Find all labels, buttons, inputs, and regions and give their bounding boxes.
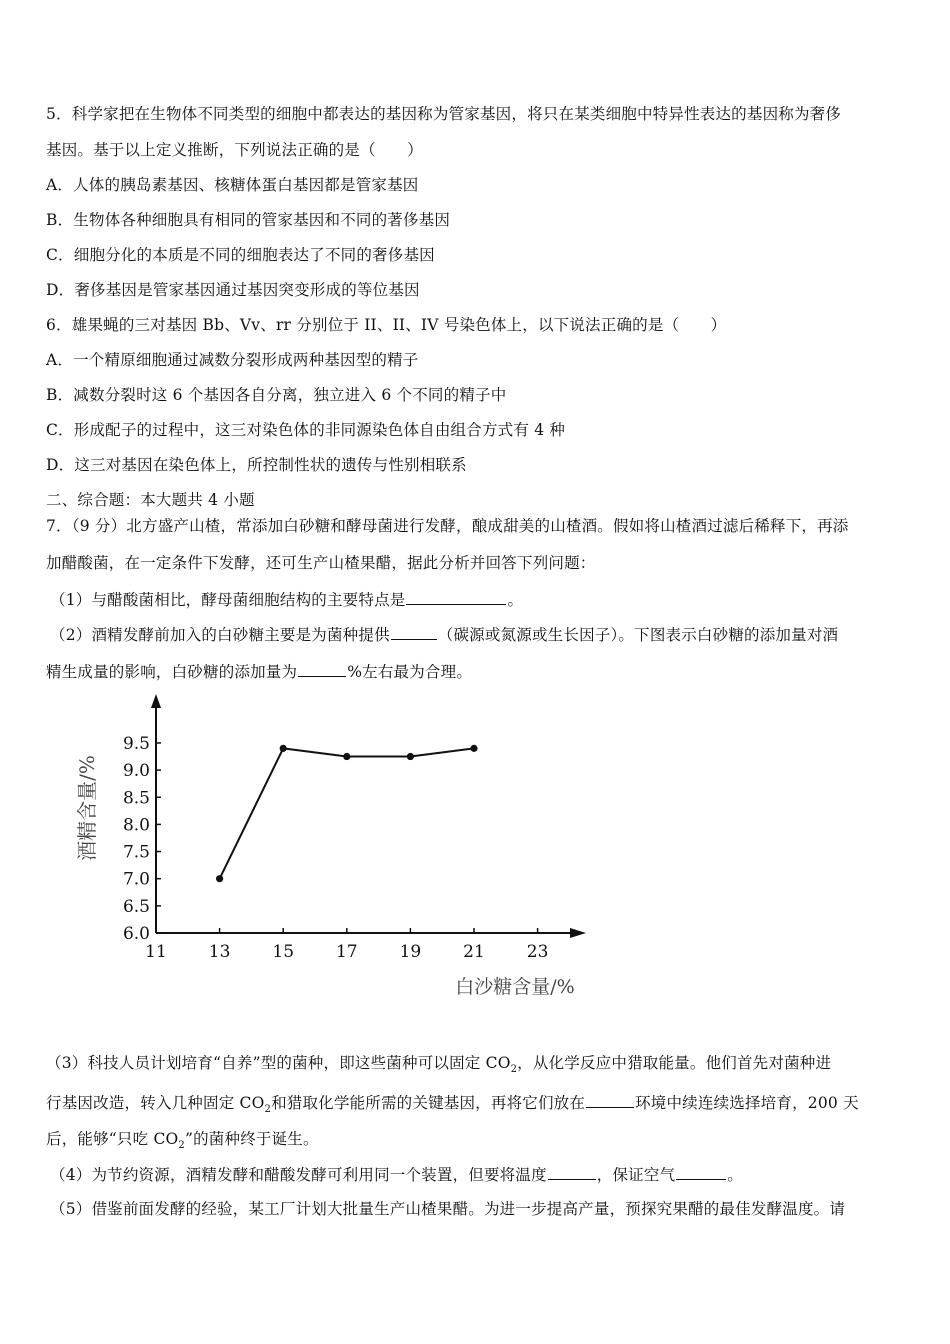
answer-blank[interactable]: [676, 1164, 726, 1180]
answer-blank[interactable]: [586, 1092, 634, 1108]
y-tick-label: 9.0: [122, 761, 150, 782]
q7-part4-text3: 。: [727, 1166, 743, 1184]
x-tick-label: 23: [526, 942, 549, 962]
y-tick-label: 6.5: [122, 896, 150, 917]
section-heading: 二、综合题：本大题共 4 小题: [46, 491, 255, 509]
x-axis-label: 白沙糖含量/%: [455, 976, 575, 998]
q7-part2-line1: [50, 624, 910, 645]
q7-part1-text: （1）与醋酸菌相比，酵母菌细胞结构的主要特点是: [50, 591, 406, 609]
y-tick-label: 8.5: [122, 788, 150, 809]
q7-part2-text2: （碳源或氮源或生长因子）。下图表示白砂糖的添加量对酒: [437, 626, 839, 644]
subscript: 2: [264, 1104, 272, 1116]
answer-blank[interactable]: [298, 661, 346, 677]
y-axis-arrow: [151, 694, 161, 708]
answer-blank[interactable]: [406, 589, 506, 605]
y-tick-labels: [123, 734, 150, 944]
q6-option-a: A．一个精原细胞通过减数分裂形成两种基因型的精子: [46, 351, 419, 369]
data-point: [343, 753, 350, 760]
data-point: [470, 745, 477, 752]
series-line: [220, 748, 474, 878]
q7-part4-text: （4）为节约资源，酒精发酵和醋酸发酵可利用同一个装置，但要将温度: [50, 1166, 547, 1184]
answer-blank[interactable]: [391, 624, 437, 640]
q7-part3-text4: 和猎取化学能所需的关键基因，再将它们放在: [271, 1094, 586, 1112]
q5-option-a: A．人体的胰岛素基因、核糖体蛋白基因都是管家基因: [46, 176, 419, 194]
y-tick-label: 6.0: [122, 924, 150, 944]
q7-part2-line2: [46, 661, 910, 682]
x-axis-arrow: [570, 928, 586, 938]
q7-part2-text3: 精生成量的影响，白砂糖的添加量为: [46, 663, 298, 681]
q6-stem: 6．雄果蝇的三对基因 Bb、Vv、rr 分别位于 II、II、IV 号染色体上，以下说法正确的是（ ）: [46, 316, 727, 334]
q5-option-d: D．奢侈基因是管家基因通过基因突变形成的等位基因: [46, 281, 420, 299]
q7-part5: （5）借鉴前面发酵的经验，某工厂计划大批量生产山楂果醋。为进一步提高产量，预探究果醋的最佳发酵温度。请: [50, 1200, 846, 1218]
q5-stem-line1: 5．科学家把在生物体不同类型的细胞中都表达的基因称为管家基因，将只在某类细胞中特异性表达的基因称为奢侈: [46, 105, 842, 123]
q5-option-b: B．生物体各种细胞具有相同的管家基因和不同的著侈基因: [46, 211, 451, 229]
data-point: [280, 745, 287, 752]
chart-axes: [151, 694, 586, 938]
q6-option-d: D．这三对基因在染色体上，所控制性状的遗传与性别相联系: [46, 456, 467, 474]
q7-part3-text5: 环境中续连续选择培育，200 天: [635, 1094, 859, 1112]
q7-part4: [50, 1164, 910, 1185]
y-tick-label: 8.0: [122, 815, 150, 836]
q7-part2-text: （2）酒精发酵前加入的白砂糖主要是为菌种提供: [50, 626, 390, 644]
y-tick-label: 9.5: [122, 733, 150, 754]
x-tick-label: 17: [335, 942, 358, 962]
subscript: 2: [510, 1064, 518, 1076]
q6-option-b: B．减数分裂时这 6 个基因各自分离，独立进入 6 个不同的精子中: [46, 386, 507, 404]
q6-option-c: C．形成配子的过程中，这三对染色体的非同源染色体自由组合方式有 4 种: [46, 421, 566, 439]
answer-blank[interactable]: [548, 1164, 596, 1180]
q7-stem-line1: 7．（9 分）北方盛产山楂，常添加白砂糖和酵母菌进行发酵，酿成甜美的山楂酒。假如将山楂酒过滤后稀释下，再添: [46, 517, 849, 535]
chart-series: [216, 745, 478, 883]
q7-part4-text2: ，保证空气: [596, 1166, 676, 1184]
q7-part1: [50, 589, 910, 610]
q7-part3-text3: 行基因改造，转入几种固定 CO: [46, 1094, 265, 1112]
q7-part3-text2: ，从化学反应中猎取能量。他们首先对菌种进: [517, 1054, 832, 1072]
q7-part1-end: 。: [507, 591, 524, 609]
x-tick-label: 19: [399, 942, 422, 962]
q7-part3-line2: [46, 1092, 910, 1120]
x-tick-labels: [145, 942, 548, 962]
subscript: 2: [178, 1140, 185, 1152]
q5-stem-line2: 基因。基于以上定义推断，下列说法正确的是（ ）: [46, 141, 423, 159]
y-tick-label: 7.5: [122, 842, 150, 863]
q7-part3-text7: ”的菌种终于诞生。: [184, 1130, 319, 1148]
sugar-alcohol-chart: [60, 680, 620, 1010]
x-tick-label: 21: [463, 942, 485, 962]
x-tick-label: 13: [208, 942, 231, 962]
data-point: [216, 875, 223, 882]
q7-part2-text4: %左右最为合理。: [347, 663, 473, 681]
q7-part3-text: （3）科技人员计划培育“自养”型的菌种，即这些菌种可以固定 CO: [46, 1054, 511, 1072]
q7-part3-line1: [46, 1053, 910, 1080]
y-tick-label: 7.0: [122, 869, 150, 890]
q7-stem-line2: 加醋酸菌，在一定条件下发酵，还可生产山楂果醋，据此分析并回答下列问题：: [46, 554, 596, 572]
q5-option-c: C．细胞分化的本质是不同的细胞表达了不同的奢侈基因: [46, 246, 435, 264]
x-tick-label: 15: [272, 942, 295, 962]
x-tick-label: 11: [145, 942, 167, 962]
q7-part3-text6: 后，能够“只吃 CO: [46, 1130, 179, 1148]
y-axis-label: 酒精含量/%: [75, 755, 99, 861]
data-point: [407, 753, 414, 760]
q7-part3-line3: [46, 1129, 910, 1156]
